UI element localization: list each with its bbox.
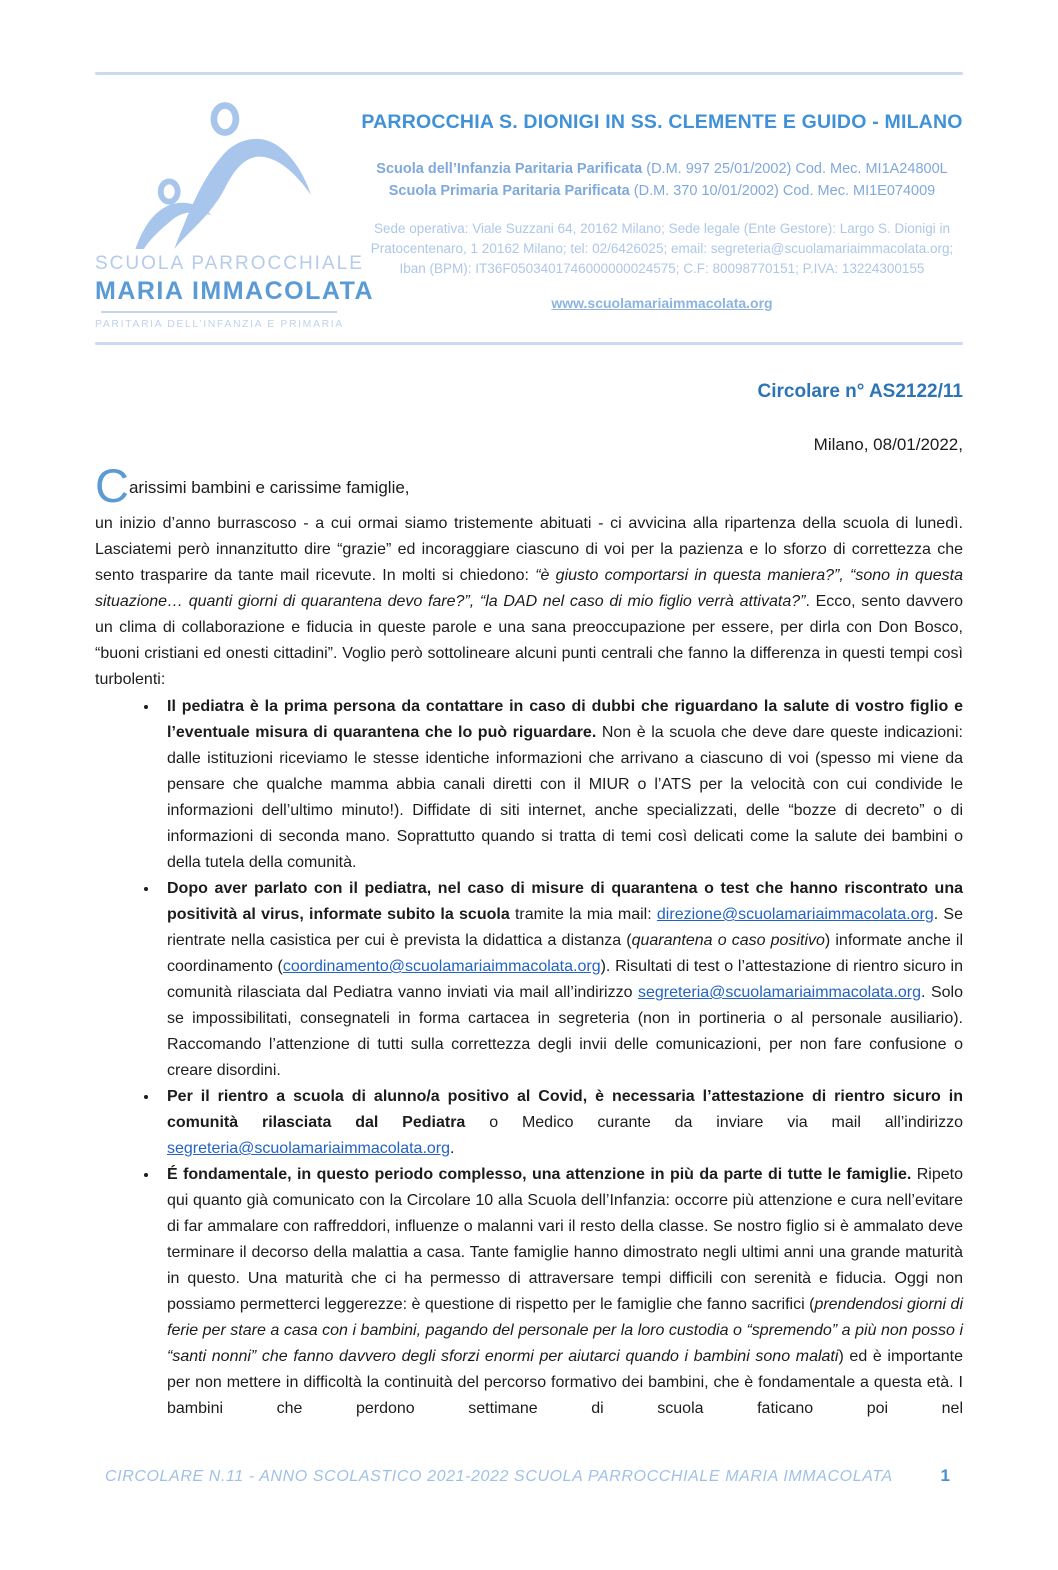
website-link[interactable]: www.scuolamariaimmacolata.org	[551, 295, 773, 311]
key-points-list	[95, 694, 963, 1422]
dropcap-letter: C	[95, 459, 129, 512]
text-segment: É fondamentale, in questo periodo complesso, una attenzione in più da parte di tutte le famiglie.	[167, 1166, 917, 1183]
logo-school-name: MARIA IMMACOLATA	[95, 277, 375, 305]
email-link[interactable]: segreteria@scuolamariaimmacolata.org	[638, 984, 922, 1001]
email-link[interactable]: direzione@scuolamariaimmacolata.org	[656, 906, 934, 923]
salutation-text: arissimi bambini e carissime famiglie,	[128, 478, 410, 497]
text-segment: Scuola Primaria Paritaria Parificata	[388, 183, 630, 199]
document-page	[0, 72, 1058, 1422]
letterhead	[95, 97, 963, 330]
text-segment: (D.M. 370 10/01/2002) Cod. Mec. MI1E074009	[629, 183, 936, 199]
page-footer	[105, 1466, 950, 1486]
bullet-informare-scuola	[159, 876, 963, 1084]
text-segment: Ripeto qui quanto già comunicato con la Circolare 10 alla Scuola dell’Infanzia: occorre più attenzione e cura nell’evitare di far ammalare con raffreddori, influenze o malanni vari il resto della classe. Se nostro figlio si è ammalato deve terminare il decorso della malattia a casa. Tante famiglie hanno dimostrato negli ultimi anni una grande maturità in questo. Una maturità che ci ha permesso di attraversare tempi difficili con serenità e fiducia. Oggi non possiamo permetterci leggerezze: è questione di rispetto per le famiglie che fanno sacrifici (	[167, 1166, 963, 1313]
bullet-rientro-covid	[159, 1084, 963, 1162]
contact-address: Sede operativa: Viale Suzzani 64, 20162 Milano; Sede legale (Ente Gestore): Largo S. Dionigi in Pratocentenaro, 1 20162 Milano; tel: 02/6426025; email: segreteria@scuolamariaimmacolata.org; Iban (BPM): IT36F0503401746000000024575; C.F: 80098770151; P.IVA: 13224300155	[370, 221, 954, 276]
school-accreditation-lines	[361, 158, 963, 202]
text-segment: Scuola dell’Infanzia Paritaria Parificata	[376, 161, 643, 177]
bullet-pediatra	[159, 694, 963, 876]
text-segment: . Se rientrate nella casistica per cui è prevista la didattica a distanza (	[167, 906, 963, 949]
text-segment: prendendosi giorni di ferie per stare a casa con i bambini, pagando del personale per la loro custodia o “spremendo” a più non posso i “santi nonni” che fanno davvero degli sforzi enormi per aiutarci quando i bambini sono malati	[167, 1296, 964, 1365]
text-segment: . Solo se impossibilitati, consegnateli in forma cartacea in segreteria (non in portineria o al personale ausiliario). Raccomando l’attenzione di tutti sulla correttezza degli invii delle comunicazioni, per non fare confusione o creare disordini.	[167, 984, 963, 1079]
parish-title: PARROCCHIA S. DIONIGI IN SS. CLEMENTE E GUIDO - MILANO	[361, 111, 963, 133]
text-segment: Non è la scuola che deve dare queste indicazioni: dalle istituzioni riceviamo le stesse identiche informazioni che arrivano a ciascuno di voi (spesso mi viene da pensare che qualche mamma abbia canali diretti con il MIUR o l’ATS per la velocità con cui condivide le informazioni dell’ultimo minuto!). Diffidate di siti internet, anche specializzati, delle “bozze di decreto” o di informazioni di seconda mano. Soprattutto quando si tratta di temi così delicati come la salute dei bambini o della tutela della comunità.	[167, 724, 963, 871]
primaria-line	[361, 180, 963, 202]
salutation	[95, 459, 963, 512]
text-segment: ). Risultati di test o l’attestazione di rientro sicuro in comunità rilasciata dal Pediatra vanno inviati via mail all’indirizzo	[167, 958, 963, 1001]
two-figures-adult-child-icon	[119, 97, 319, 249]
footer-circular-label: CIRCOLARE N.11 - ANNO SCOLASTICO 2021-2022 SCUOLA PARROCCHIALE MARIA IMMACOLATA	[105, 1468, 893, 1485]
intro-paragraph	[95, 511, 963, 693]
email-link[interactable]: coordinamento@scuolamariaimmacolata.org	[282, 958, 601, 975]
text-segment: quarantena o caso positivo	[631, 932, 825, 949]
school-logo	[95, 97, 375, 330]
footer-page-number: 1	[940, 1466, 950, 1485]
text-segment: (D.M. 997 25/01/2002) Cod. Mec. MI1A24800L	[642, 161, 948, 177]
text-segment: Per il rientro a scuola di alunno/a positivo al Covid, è necessaria l’attestazione di rientro sicuro in comunità rilasciata dal Pediatra	[167, 1088, 963, 1131]
text-segment: tramite la mia mail:	[514, 906, 657, 923]
dateline: Milano, 08/01/2022,	[813, 435, 963, 454]
text-segment: ) ed è importante per non mettere in difficoltà la continuità del percorso formativo dei bambini, che è fondamentale a questa età. I bambini che perdono settimane di scuola faticano poi nel	[167, 1348, 963, 1417]
text-segment: .	[450, 1140, 455, 1157]
text-segment: . Ecco, sento davvero un clima di collaborazione e fiducia in queste parole e una sana preoccupazione per essere, per dirla con Don Bosco, “buoni cristiani ed onesti cittadini”. Voglio però sottolineare alcuni punti centrali che fanno la differenza in questi tempi così turbolenti:	[95, 593, 963, 688]
logo-subtitle: PARITARIA DELL’INFANZIA E PRIMARIA	[95, 318, 344, 330]
letterhead-text	[343, 97, 963, 313]
text-segment: o Medico curante da inviare via mail all’indirizzo	[489, 1114, 963, 1131]
text-segment: Dopo aver parlato con il pediatra, nel caso di misure di quarantena o test che hanno riscontrato una positività al virus, informate subito la scuola	[167, 880, 963, 923]
text-segment: Il pediatra è la prima persona da contattare in caso di dubbi che riguardano la salute di vostro figlio e l’eventuale misura di quarantena che lo può riguardare.	[167, 698, 963, 741]
logo-divider	[101, 311, 337, 313]
email-link[interactable]: segreteria@scuolamariaimmacolata.org	[167, 1140, 451, 1157]
header-bottom-rule	[95, 342, 963, 345]
text-segment: ) informate anche il coordinamento (	[167, 932, 964, 975]
header-top-rule	[95, 72, 963, 75]
text-segment: un inizio d’anno burrascoso - a cui ormai siamo tristemente abituati - ci avvicina alla ripartenza della scuola di lunedì. Lasciatemi però innanzitutto dire “grazie” ed incoraggiare ciascuno di voi per la pazienza e lo sforzo di correttezza che sento trasparire da tante mail ricevute. In molti si chiedono:	[95, 515, 963, 584]
circular-number: Circolare n° AS2122/11	[757, 381, 963, 402]
bullet-attenzione-famiglie	[159, 1162, 963, 1422]
logo-school-type: SCUOLA PARROCCHIALE	[95, 253, 364, 274]
infanzia-line	[361, 158, 963, 180]
text-segment: “è giusto comportarsi in questa maniera?”, “sono in questa situazione… quanti giorni di quarantena devo fare?”, “la DAD nel caso di mio figlio verrà attivata?”	[95, 567, 963, 610]
